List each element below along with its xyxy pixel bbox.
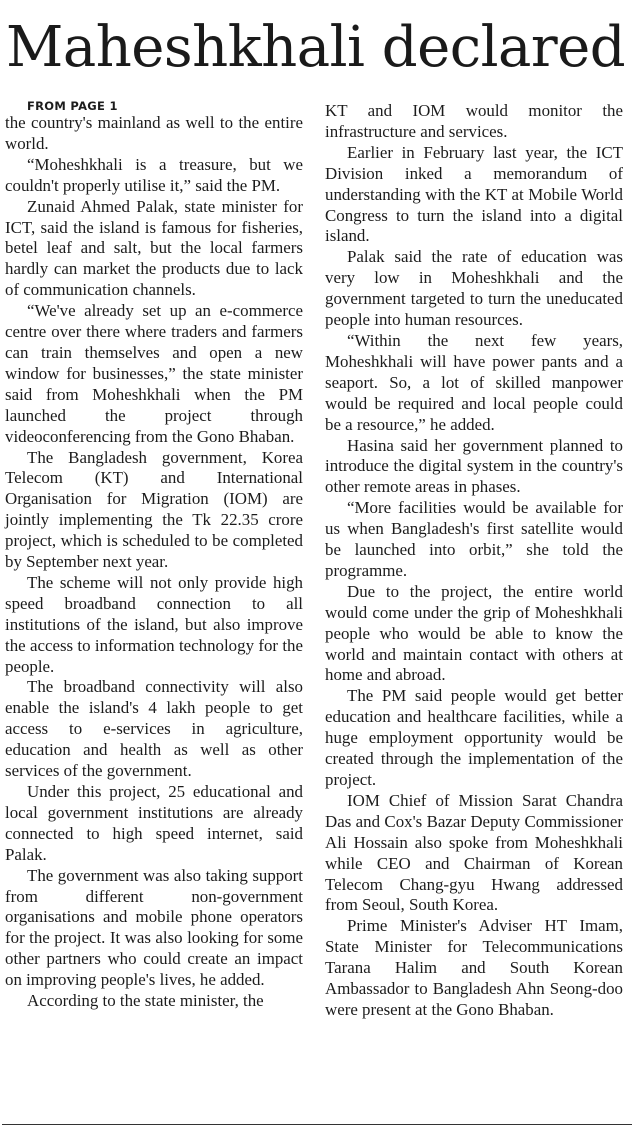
- paragraph: “More facilities would be available for us when Bangladesh's first satellite would be launched into orbit,” she told the programme.: [325, 498, 623, 580]
- continuation-kicker: FROM PAGE 1: [27, 99, 118, 113]
- paragraph: According to the state minister, the: [27, 991, 264, 1011]
- paragraph: Zunaid Ahmed Palak, state minister for ICT, said the island is famous for fisheries, betel leaf and salt, but the local farmers hardly can market the products due to lack of communication channels.: [5, 196, 303, 300]
- paragraph: The Bangladesh government, Korea Telecom (KT) and International Organisation for Migration (IOM) are jointly implementing the Tk 22.35 crore project, which is scheduled to be completed by September next year.: [5, 447, 303, 572]
- paragraph: the country's mainland as well to the entire world.: [5, 113, 303, 153]
- paragraph: The PM said people would get better education and healthcare facilities, while a huge employment opportunity would be created through the implementation of the project.: [325, 686, 623, 789]
- paragraph: “We've already set up an e-commerce centre over there where traders and farmers can train themselves and open a new window for businesses,” the state minister said from Moheshkhali when the PM launched the project through videoconferencing from the Gono Bhaban.: [5, 301, 303, 446]
- article-column-right: [325, 101, 623, 1021]
- article-column-left: [5, 99, 303, 1012]
- paragraph: Earlier in February last year, the ICT Division inked a memorandum of understanding with the KT at Mobile World Congress to turn the island into a digital island.: [325, 142, 623, 246]
- paragraph: The scheme will not only provide high speed broadband connection to all institutions of the island, but also improve the access to information technology for the people.: [5, 572, 303, 676]
- paragraph: The government was also taking support from different non-government organisations and mobile phone operators for the project. It was also looking for some other partners who could create an impact on improving people's lives, he added.: [5, 865, 303, 990]
- paragraph: Prime Minister's Adviser HT Imam, State Minister for Telecommunications Tarana Halim and South Korean Ambassador to Bangladesh Ahn Seong-doo were present at the Gono Bhaban.: [325, 916, 623, 1019]
- paragraph: Under this project, 25 educational and local government institutions are already connected to high speed internet, said Palak.: [5, 782, 303, 864]
- paragraph: “Within the next few years, Moheshkhali will have power pants and a seaport. So, a lot of skilled manpower would be required and local people could be a resource,” he added.: [325, 330, 623, 434]
- paragraph: Palak said the rate of education was very low in Moheshkhali and the government targeted to turn the uneducated people into human resources.: [325, 247, 623, 330]
- paragraph: The broadband connectivity will also enable the island's 4 lakh people to get access to e-services in agriculture, education and health as well as other services of the government.: [5, 677, 303, 781]
- headline: Maheshkhali declared: [6, 15, 626, 80]
- paragraph: “Moheshkhali is a treasure, but we couldn't properly utilise it,” said the PM.: [5, 154, 303, 195]
- paragraph: Due to the project, the entire world would come under the grip of Moheshkhali people who would be able to know the world and maintain contact with others at home and abroad.: [325, 581, 623, 685]
- bottom-rule: [2, 1124, 632, 1125]
- paragraph: IOM Chief of Mission Sarat Chandra Das and Cox's Bazar Deputy Commissioner Ali Hossain also spoke from Moheshkhali while CEO and Chairman of Korean Telecom Chang-gyu Hwang addressed from Seoul, South Korea.: [325, 790, 623, 915]
- paragraph: KT and IOM would monitor the infrastructure and services.: [325, 101, 623, 141]
- paragraph: Hasina said her government planned to introduce the digital system in the country's other remote areas in phases.: [325, 435, 623, 497]
